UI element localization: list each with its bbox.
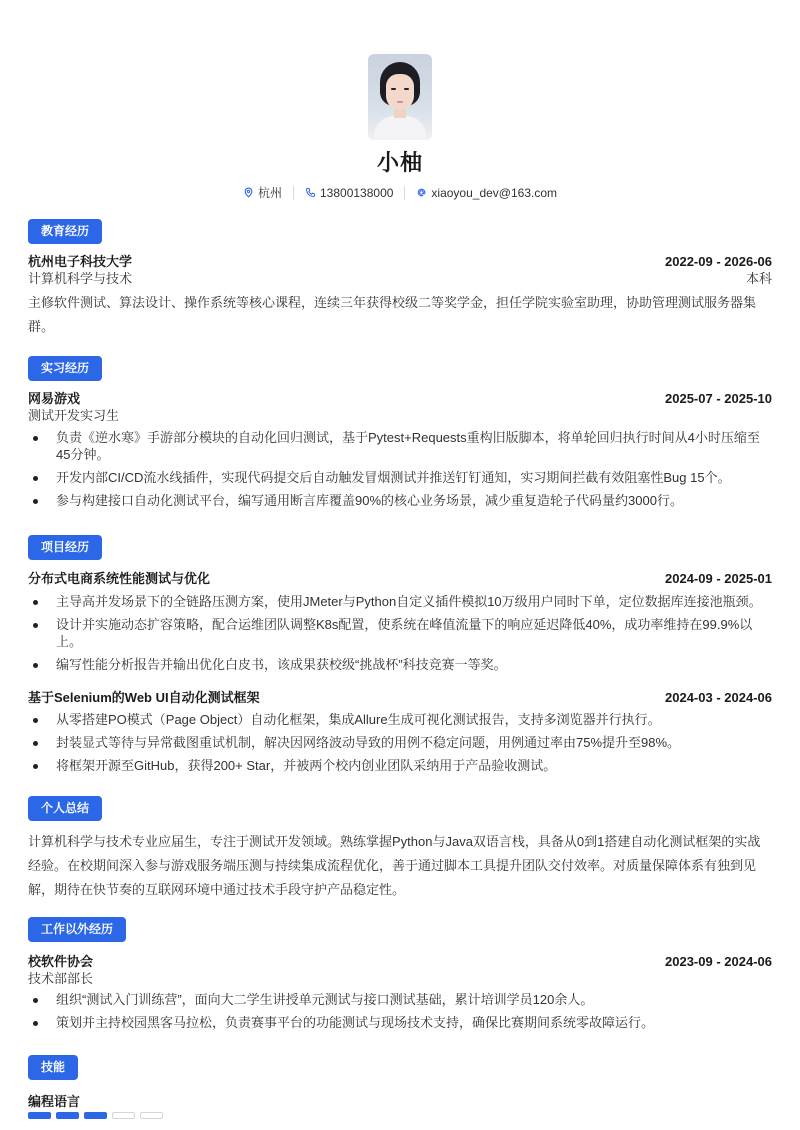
skill-name: 编程语言 [28, 1094, 81, 1109]
list-item: 封装显式等待与异常截图重试机制，解决因网络波动导致的用例不稳定问题，用例通过率由75%提升至98%。 [28, 734, 772, 751]
divider [404, 186, 405, 200]
project-bullets [28, 711, 772, 780]
list-item: 开发内部CI/CD流水线插件，实现代码提交后自动触发冒烟测试并推送钉钉通知，实习期间拦截有效阻塞性Bug 15个。 [28, 469, 772, 486]
education-description: 主修软件测试、算法设计、操作系统等核心课程，连续三年获得校级二等奖学金，担任学院实验室助理，协助管理测试服务器集群。 [28, 295, 757, 334]
contact-email [416, 186, 557, 200]
summary-text: 计算机科学与技术专业应届生，专注于测试开发领域。熟练掌握Python与Java双语言栈，具备从0到1搭建自动化测试框架的实战经验。在校期间深入参与游戏服务端压测与持续集成流程优化，善于通过脚本工具提升团队交付效率。对质量保障体系有独到见解，期待在快节奏的互联网环境中通过技术手段守护产品稳定性。 [28, 834, 761, 897]
project-date: 2024-03 - 2024-06 [665, 690, 772, 705]
contact-phone [305, 186, 393, 200]
project-name: 分布式电商系统性能测试与优化 [28, 571, 211, 586]
project-bullets [28, 593, 772, 679]
candidate-name: 小柚 [376, 150, 423, 175]
skill-level-segment-empty [140, 1112, 163, 1119]
extracurricular-bullets [28, 991, 772, 1037]
internship-role-row [28, 407, 772, 425]
photo-face [386, 74, 414, 110]
project-date: 2024-09 - 2025-01 [665, 571, 772, 586]
divider [293, 186, 294, 200]
list-item: 策划并主持校园黑客马拉松，负责赛事平台的功能测试与现场技术支持，确保比赛期间系统零故障运行。 [28, 1014, 772, 1031]
phone-icon [305, 187, 316, 198]
skill-level-segment-filled [84, 1112, 107, 1119]
contact-row [0, 184, 800, 201]
photo-body [374, 116, 426, 140]
skill-level-bars [28, 1112, 163, 1119]
section-extracurricular-badge: 工作以外经历 [28, 917, 126, 942]
section-education-badge: 教育经历 [28, 219, 102, 244]
list-item: 设计并实施动态扩容策略，配合运维团队调整K8s配置，使系统在峰值流量下的响应延迟降低40%，成功率维持在99.9%以上。 [28, 616, 772, 650]
list-item: 负责《逆水寒》手游部分模块的自动化回归测试，基于Pytest+Requests重构旧版脚本，将单轮回归执行时间从4小时压缩至45分钟。 [28, 429, 772, 463]
phone-text[interactable]: 13800138000 [320, 185, 394, 200]
extracurricular-role: 技术部部长 [28, 971, 94, 986]
internship-date: 2025-07 - 2025-10 [665, 391, 772, 406]
list-item: 组织“测试入门训练营”，面向大二学生讲授单元测试与接口测试基础，累计培训学员120余人。 [28, 991, 772, 1008]
extracurricular-role-row [28, 970, 772, 988]
company-name: 网易游戏 [28, 391, 81, 406]
section-skills-badge: 技能 [28, 1055, 78, 1080]
contact-location [243, 184, 282, 201]
at-sign-icon [416, 187, 427, 198]
project-header [28, 689, 772, 707]
email-text[interactable]: xiaoyou_dev@163.com [431, 185, 558, 200]
major: 计算机科学与技术 [28, 271, 133, 286]
skill-level-segment-filled [28, 1112, 51, 1119]
education-subheader [28, 270, 772, 288]
section-summary-badge: 个人总结 [28, 796, 102, 821]
project-name: 基于Selenium的Web UI自动化测试框架 [28, 690, 260, 705]
list-item: 参与构建接口自动化测试平台，编写通用断言库覆盖90%的核心业务场景，减少重复造轮子代码量约3000行。 [28, 492, 772, 509]
photo-lip [397, 101, 403, 103]
extracurricular-header [28, 953, 772, 971]
school-name: 杭州电子科技大学 [28, 254, 133, 269]
skill-level-segment-empty [112, 1112, 135, 1119]
extracurricular-date: 2023-09 - 2024-06 [665, 954, 772, 969]
org-name: 校软件协会 [28, 954, 94, 969]
list-item: 从零搭建PO模式（Page Object）自动化框架，集成Allure生成可视化测试报告，支持多浏览器并行执行。 [28, 711, 772, 728]
internship-role: 测试开发实习生 [28, 408, 120, 423]
list-item: 将框架开源至GitHub，获得200+ Star，并被两个校内创业团队采纳用于产品验收测试。 [28, 757, 772, 774]
education-header [28, 253, 772, 271]
profile-photo [368, 54, 432, 140]
map-pin-icon [243, 187, 254, 198]
list-item: 主导高并发场景下的全链路压测方案，使用JMeter与Python自定义插件模拟10万级用户同时下单，定位数据库连接池瓶颈。 [28, 593, 772, 610]
education-date: 2022-09 - 2026-06 [665, 254, 772, 269]
list-item: 编写性能分析报告并输出优化白皮书，该成果获校级“挑战杯”科技竞赛一等奖。 [28, 656, 772, 673]
degree: 本科 [745, 271, 772, 286]
location-text: 杭州 [257, 186, 282, 200]
internship-header [28, 390, 772, 408]
section-internship-badge: 实习经历 [28, 356, 102, 381]
project-header [28, 570, 772, 588]
skill-level-segment-filled [56, 1112, 79, 1119]
photo-eye [404, 88, 409, 90]
photo-eye [391, 88, 396, 90]
internship-bullets [28, 429, 772, 515]
section-projects-badge: 项目经历 [28, 535, 102, 560]
